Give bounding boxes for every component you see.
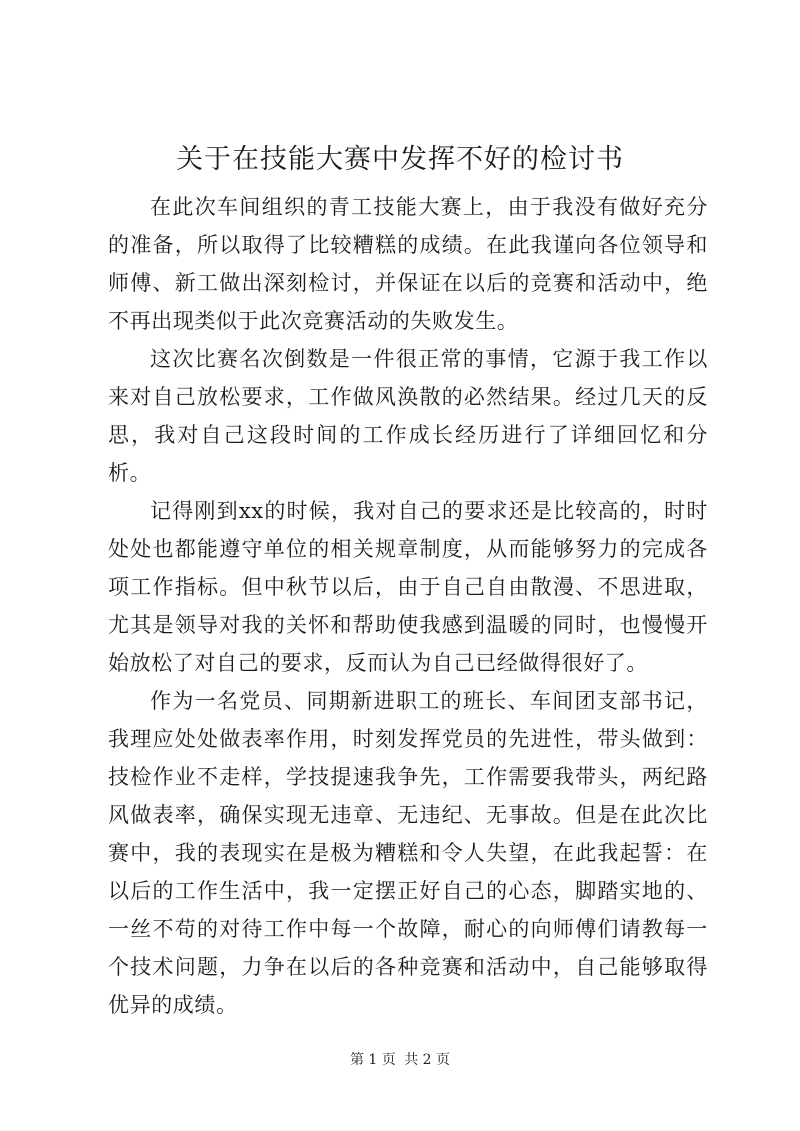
document-body <box>108 188 708 1024</box>
paragraph-3: 记得刚到xx的时候，我对自己的要求还是比较高的，时时处处也都能遵守单位的相关规章制度，从而能够努力的完成各项工作指标。但中秋节以后，由于自己自由散漫、不思进取，尤其是领导对我的关怀和帮助使我感到温暖的同时，也慢慢开始放松了对自己的要求，反而认为自己已经做得很好了。 <box>108 499 708 675</box>
paragraph-1: 在此次车间组织的青工技能大赛上，由于我没有做好充分的准备，所以取得了比较糟糕的成绩。在此我谨向各位领导和师傅、新工做出深刻检讨，并保证在以后的竞赛和活动中，绝不再出现类似于此次竞赛活动的失败发生。 <box>108 195 708 333</box>
page-total: 共 2 页 <box>404 1052 451 1068</box>
paragraph-2: 这次比赛名次倒数是一件很正常的事情，它源于我工作以来对自己放松要求，工作做风涣散的必然结果。经过几天的反思，我对自己这段时间的工作成长经历进行了详细回忆和分析。 <box>108 347 708 485</box>
document-title: 关于在技能大赛中发挥不好的检讨书 <box>176 144 624 175</box>
paragraph-4: 作为一名党员、同期新进职工的班长、车间团支部书记，我理应处处做表率作用，时刻发挥党员的先进性，带头做到：技检作业不走样，学技提速我争先，工作需要我带头，两纪路风做表率，确保实现无违章、无违纪、无事故。但是在此次比赛中，我的表现实在是极为糟糕和令人失望，在此我起誓：在以后的工作生活中，我一定摆正好自己的心态，脚踏实地的、一丝不苟的对待工作中每一个故障，耐心的向师傅们请教每一个技术问题，力争在以后的各种竞赛和活动中，自己能够取得优异的成绩。 <box>108 689 708 1017</box>
page-footer <box>0 1050 800 1070</box>
page-number: 第 1 页 <box>349 1052 396 1068</box>
